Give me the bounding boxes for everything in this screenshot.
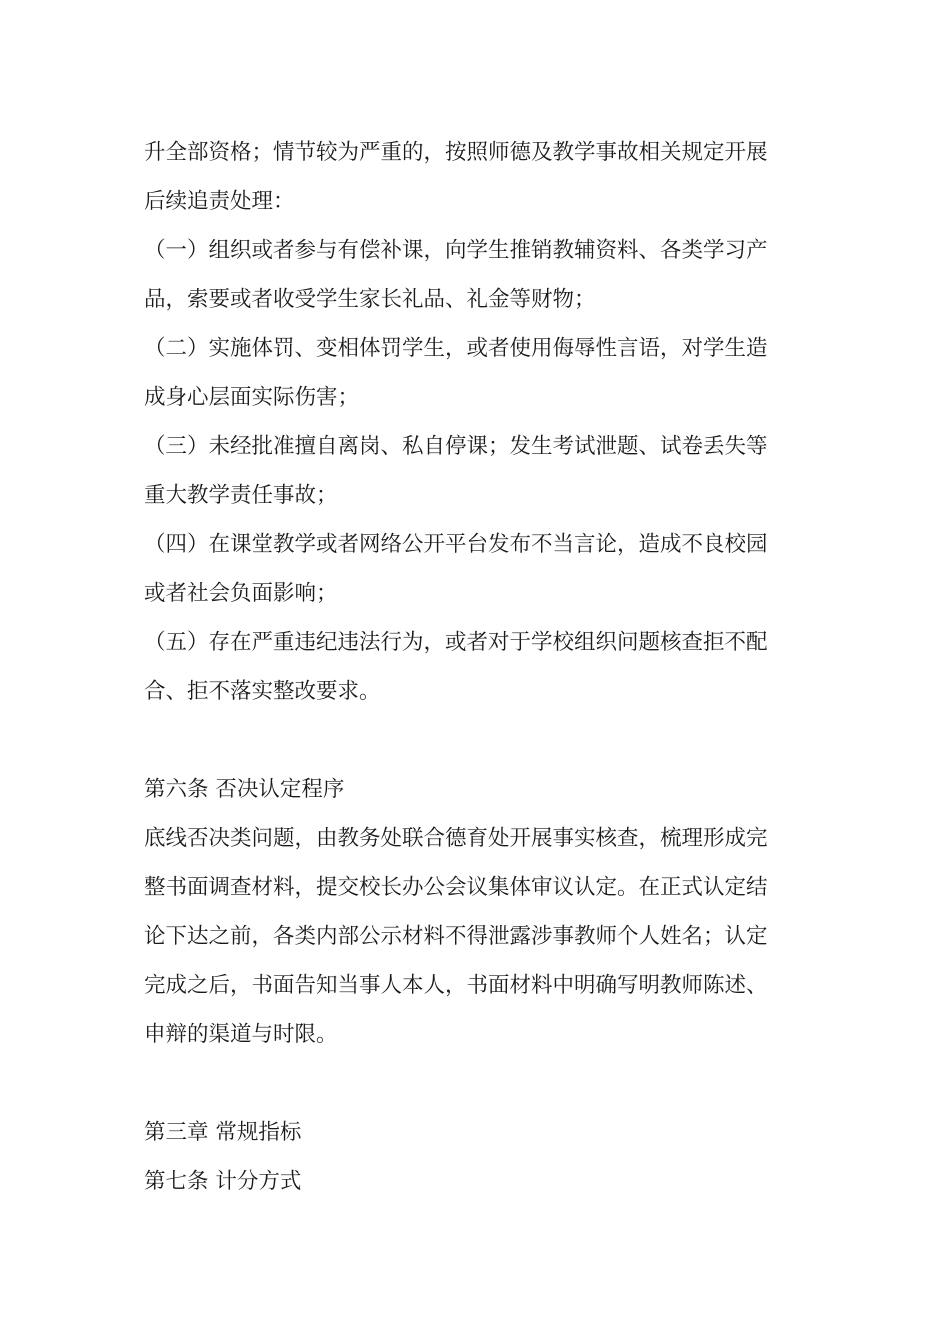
paragraph-line: 升全部资格；情节较为严重的，按照师德及教学事故相关规定开展 [144, 140, 768, 165]
article-6-line: 整书面调查材料，提交校长办公会议集体审议认定。在正式认定结 [144, 875, 768, 900]
article-6-line: 论下达之前，各类内部公示材料不得泄露涉事教师个人姓名；认定 [144, 924, 768, 949]
list-item-5-line: （五）存在严重违纪违法行为，或者对于学校组织问题核查拒不配 [144, 630, 768, 655]
chapter-3-heading: 第三章 常规指标 [144, 1120, 302, 1145]
list-item-3-line: 重大教学责任事故； [144, 483, 338, 508]
article-6-line: 完成之后，书面告知当事人本人，书面材料中明确写明教师陈述、 [144, 973, 768, 998]
article-6-line: 申辩的渠道与时限。 [144, 1022, 338, 1047]
article-6-heading: 第六条 否决认定程序 [144, 777, 345, 802]
list-item-4-line: （四）在课堂教学或者网络公开平台发布不当言论，造成不良校园 [144, 532, 768, 557]
article-6-line: 底线否决类问题，由教务处联合德育处开展事实核查，梳理形成完 [144, 826, 768, 851]
list-item-5-line: 合、拒不落实整改要求。 [144, 679, 381, 704]
list-item-1-line: 品，索要或者收受学生家长礼品、礼金等财物； [144, 287, 596, 312]
list-item-2-line: 成身心层面实际伤害； [144, 385, 360, 410]
blank-line [144, 1059, 810, 1108]
paragraph-line: 后续追责处理： [144, 189, 295, 214]
blank-line [144, 716, 810, 765]
list-item-4-line: 或者社会负面影响； [144, 581, 338, 606]
list-item-2-line: （二）实施体罚、变相体罚学生，或者使用侮辱性言语，对学生造 [144, 336, 768, 361]
document-body [144, 128, 810, 1206]
list-item-1-line: （一）组织或者参与有偿补课，向学生推销教辅资料、各类学习产 [144, 238, 768, 263]
list-item-3-line: （三）未经批准擅自离岗、私自停课；发生考试泄题、试卷丢失等 [144, 434, 768, 459]
article-7-heading: 第七条 计分方式 [144, 1169, 302, 1194]
